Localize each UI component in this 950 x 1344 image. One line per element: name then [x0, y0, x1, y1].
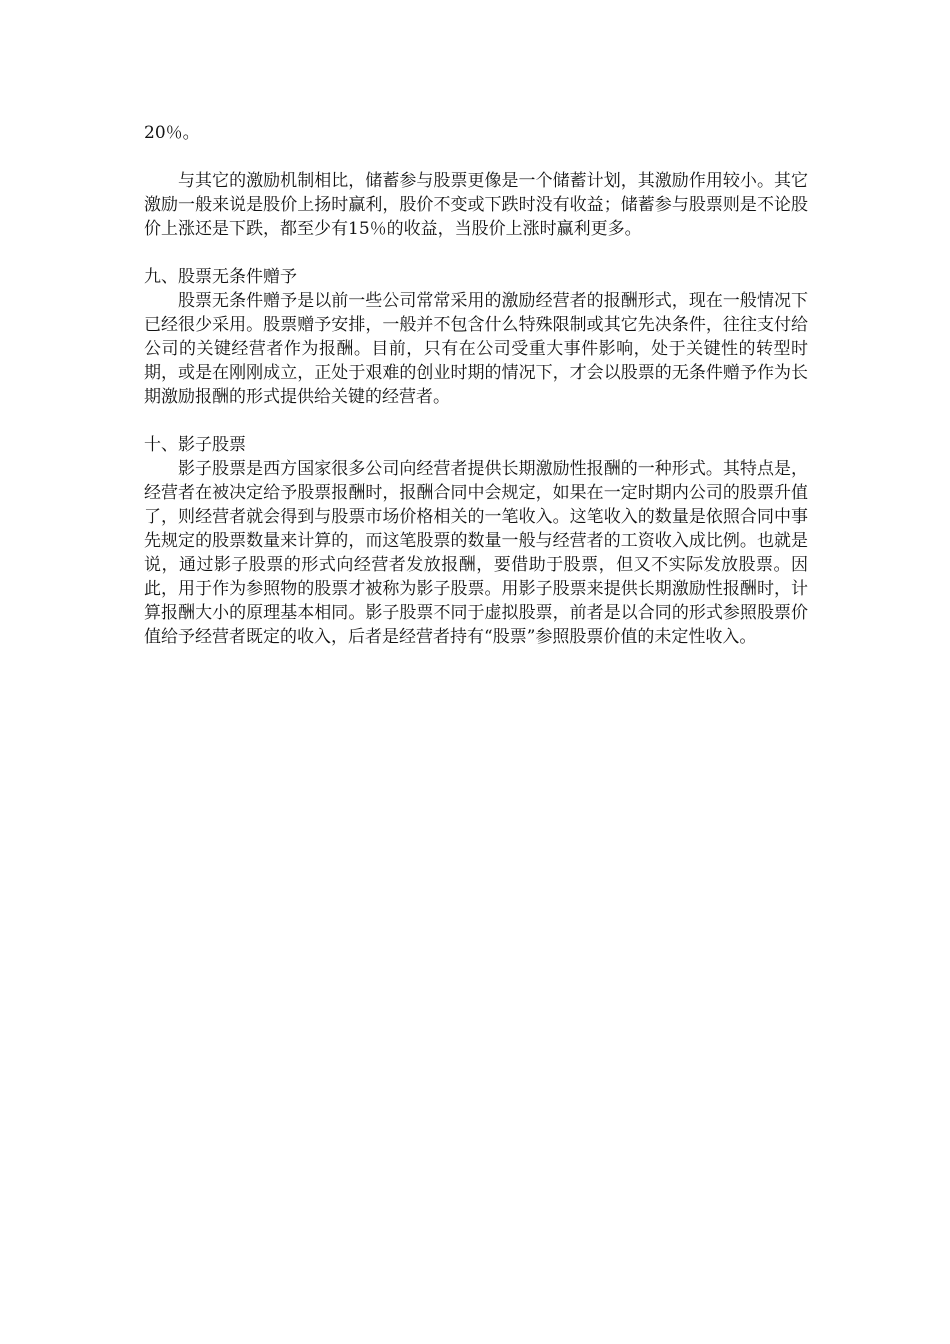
- document-page: [144, 121, 808, 649]
- paragraph-gap: [144, 241, 808, 265]
- paragraph-gap: [144, 409, 808, 433]
- section-10-body: 影子股票是西方国家很多公司向经营者提供长期激励性报酬的一种形式。其特点是，经营者在被决定给予股票报酬时，报酬合同中会规定，如果在一定时期内公司的股票升值了，则经营者就会得到与股票市场价格相关的一笔收入。这笔收入的数量是依照合同中事先规定的股票数量来计算的，而这笔股票的数量一般与经营者的工资收入成比例。也就是说，通过影子股票的形式向经营者发放报酬，要借助于股票，但又不实际发放股票。因此，用于作为参照物的股票才被称为影子股票。用影子股票来提供长期激励性报酬时，计算报酬大小的原理基本相同。影子股票不同于虚拟股票，前者是以合同的形式参照股票价值给予经营者既定的收入，后者是经营者持有“股票”参照股票价值的未定性收入。: [144, 459, 808, 647]
- section-10-heading: 十、影子股票: [144, 435, 246, 455]
- comparison-paragraph: 与其它的激励机制相比，储蓄参与股票更像是一个储蓄计划，其激励作用较小。其它激励一般来说是股价上扬时赢利，股价不变或下跌时没有收益；储蓄参与股票则是不论股价上涨还是下跌，都至少有15％的收益，当股价上涨时赢利更多。: [144, 171, 808, 239]
- continuation-text: 20％。: [144, 123, 200, 143]
- section-9-body: 股票无条件赠予是以前一些公司常常采用的激励经营者的报酬形式，现在一般情况下已经很少采用。股票赠予安排，一般并不包含什么特殊限制或其它先决条件，往往支付给公司的关键经营者作为报酬。目前，只有在公司受重大事件影响，处于关键性的转型时期，或是在刚刚成立，正处于艰难的创业时期的情况下，才会以股票的无条件赠予作为长期激励报酬的形式提供给关键的经营者。: [144, 291, 808, 407]
- section-9-heading: 九、股票无条件赠予: [144, 267, 297, 287]
- paragraph-gap: [144, 145, 808, 169]
